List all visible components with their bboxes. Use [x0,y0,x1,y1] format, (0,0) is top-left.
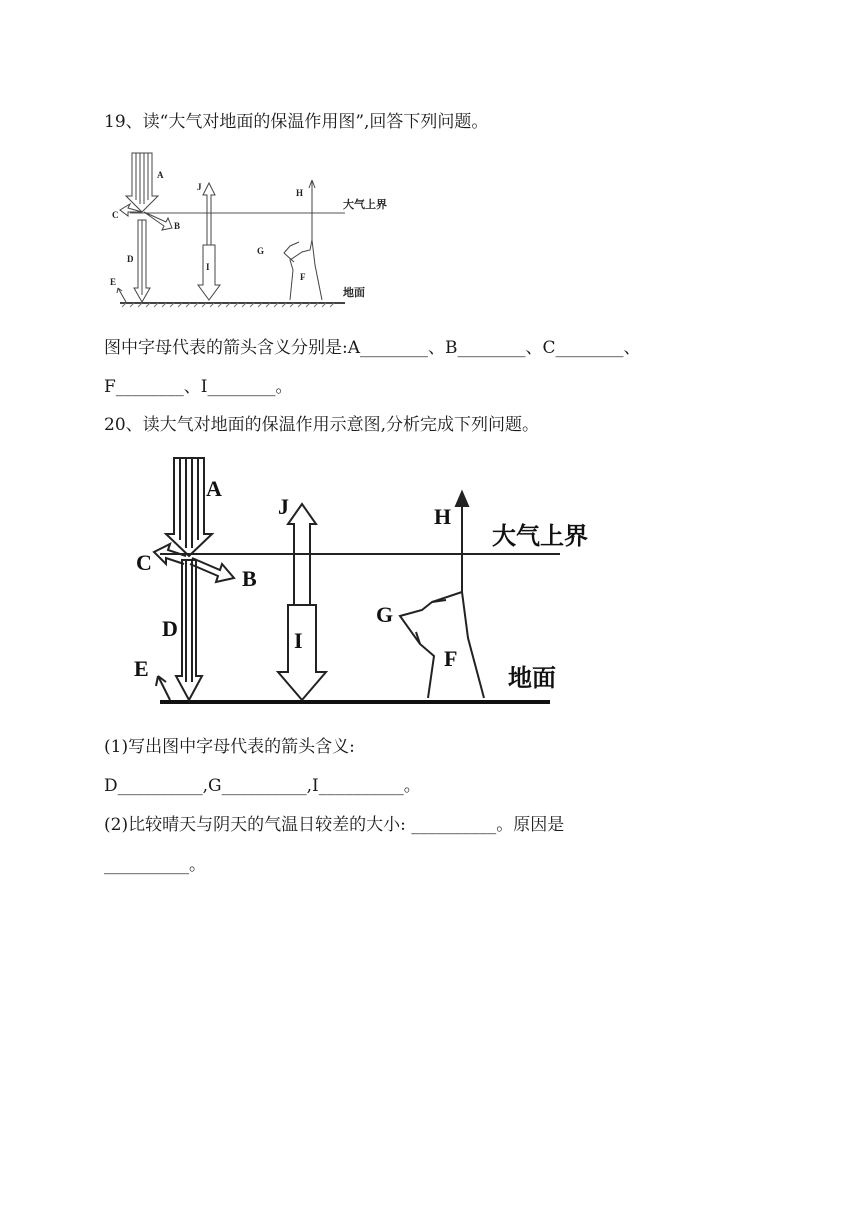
fig1-ground-label: 地面 [343,286,365,299]
q20-title: 20、读大气对地面的保温作用示意图,分析完成下列问题。 [104,415,540,435]
figure-2-diagram [120,448,610,718]
figure-1-diagram [100,150,420,310]
fig1-label-d: D [127,254,134,264]
fig2-label-g: G [376,602,394,627]
fig1-label-g: G [257,246,265,256]
fig1-label-c: C [112,210,119,220]
fig2-label-d: D [162,616,178,641]
q20-sub1-blanks: D__________,G__________,I__________。 [104,776,421,796]
q20-sub2-cont: __________。 [104,855,206,875]
q19-prompt-line1: 图中字母代表的箭头含义分别是:A________、B________、C________、 [104,338,641,358]
fig1-label-a: A [157,170,164,180]
fig2-label-j: J [278,494,289,519]
q20-sub2: (2)比较晴天与阴天的气温日较差的大小: __________。原因是 [104,815,565,835]
fig2-label-c: C [136,550,152,575]
fig2-ground-label: 地面 [508,664,556,692]
fig1-label-h: H [296,188,304,198]
fig1-label-b: B [174,221,181,231]
fig2-atmosphere-top-label: 大气上界 [492,522,588,550]
fig2-label-a: A [206,476,222,501]
fig2-label-h: H [434,504,452,529]
fig2-label-i: I [294,628,303,653]
fig1-label-e: E [110,277,117,287]
fig2-label-f: F [444,646,458,671]
fig1-label-j: J [197,182,202,192]
q19-title: 19、读“大气对地面的保温作用图”,回答下列问题。 [104,112,489,132]
fig1-label-f: F [300,272,306,282]
fig2-label-b: B [242,566,257,591]
fig2-label-e: E [134,656,149,681]
q20-sub1: (1)写出图中字母代表的箭头含义: [104,737,355,757]
fig1-atmosphere-top-label: 大气上界 [343,198,387,211]
fig1-label-i: I [206,262,210,272]
q19-prompt-line2: F________、I________。 [104,377,293,397]
